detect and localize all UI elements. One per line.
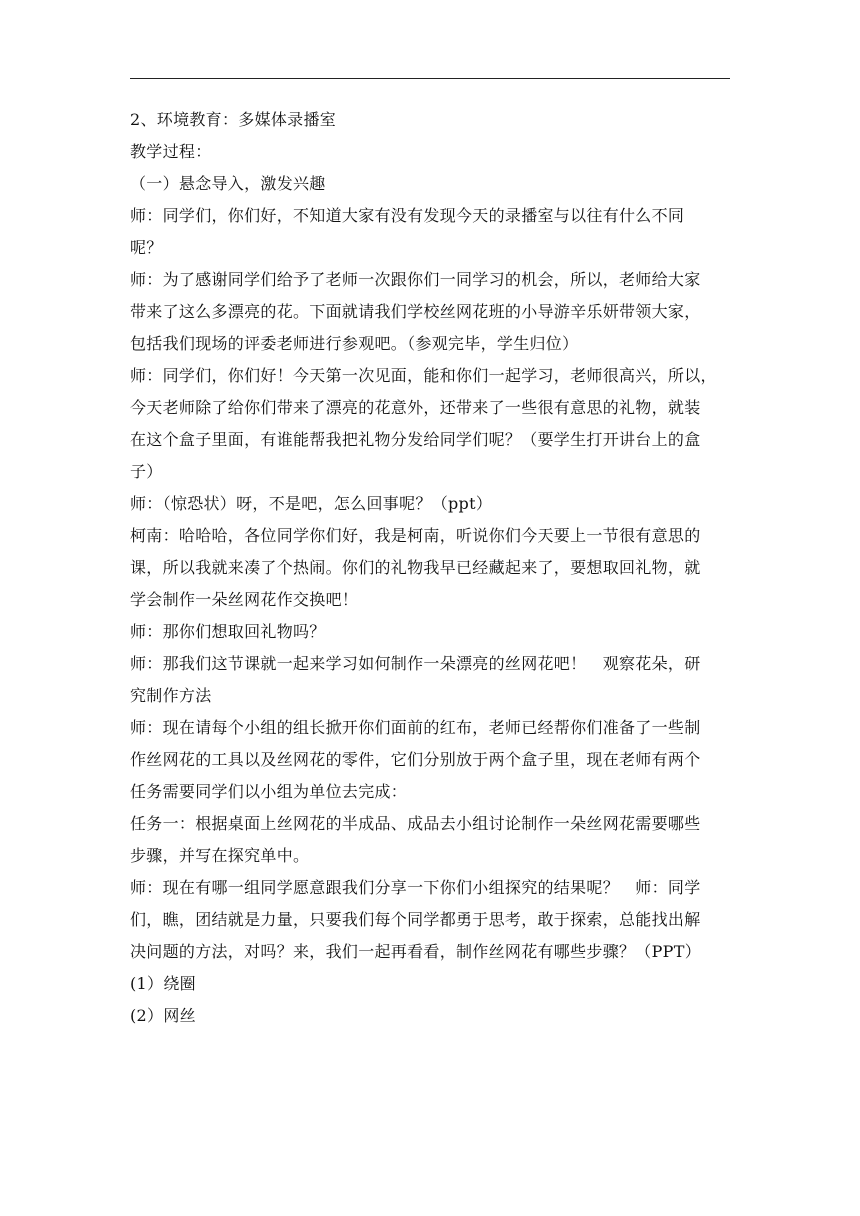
text-line: 师：同学们，你们好！今天第一次见面，能和你们一起学习，老师很高兴，所以， [130,366,717,385]
document-paragraph [130,200,730,264]
text-line: 师：现在请每个小组的组长掀开你们面前的红布，老师已经帮你们准备了一些制 [130,718,701,737]
text-line: 步骤，并写在探究单中。 [130,846,310,865]
text-line: 师：现在有哪一组同学愿意跟我们分享一下你们小组探究的结果呢？ 师：同学 [130,878,701,897]
document-paragraph [130,648,730,712]
text-line: 师：那我们这节课就一起来学习如何制作一朵漂亮的丝网花吧！ 观察花朵，研 [130,654,701,673]
text-line: 今天老师除了给你们带来了漂亮的花意外，还带来了一些很有意思的礼物，就装 [130,398,701,417]
text-line: 决问题的方法，对吗？来，我们一起再看看，制作丝网花有哪些步骤？（PPT） [130,942,702,961]
document-paragraph [130,264,730,360]
text-line: (2）网丝 [130,1006,196,1025]
document-paragraph [130,104,730,136]
document-paragraph [130,488,730,520]
document-paragraph [130,1000,730,1032]
text-line: 教学过程： [130,142,212,161]
text-line: 子） [130,462,163,481]
document-paragraph [130,616,730,648]
header-rule [130,78,730,79]
document-paragraph [130,136,730,168]
document-paragraph [130,872,730,968]
document-paragraph [130,968,730,1000]
document-paragraph [130,712,730,808]
document-paragraph [130,520,730,616]
document-paragraph [130,168,730,200]
text-line: 们，瞧，团结就是力量，只要我们每个同学都勇于思考，敢于探索，总能找出解 [130,910,701,929]
text-line: 柯南：哈哈哈，各位同学你们好，我是柯南，听说你们今天要上一节很有意思的 [130,526,701,545]
text-line: （一）悬念导入，激发兴趣 [130,174,326,193]
text-line: 带来了这么多漂亮的花。下面就请我们学校丝网花班的小导游辛乐妍带领大家， [130,302,701,321]
text-line: 在这个盒子里面，有谁能帮我把礼物分发给同学们呢？（要学生打开讲台上的盒 [130,430,701,449]
document-paragraph [130,808,730,872]
text-line: 包括我们现场的评委老师进行参观吧。（参观完毕，学生归位） [130,334,579,353]
text-line: 任务一：根据桌面上丝网花的半成品、成品去小组讨论制作一朵丝网花需要哪些 [130,814,701,833]
document-body [130,104,730,1032]
text-line: 师：（惊恐状）呀，不是吧，怎么回事呢？（ppt） [130,494,493,513]
text-line: 课，所以我就来凑了个热闹。你们的礼物我早已经藏起来了，要想取回礼物，就 [130,558,701,577]
document-paragraph [130,360,730,488]
text-line: 呢？ [130,238,163,257]
text-line: 师：那你们想取回礼物吗？ [130,622,326,641]
text-line: 作丝网花的工具以及丝网花的零件，它们分别放于两个盒子里，现在老师有两个 [130,750,701,769]
text-line: (1）绕圈 [130,974,196,993]
text-line: 师：为了感谢同学们给予了老师一次跟你们一同学习的机会，所以，老师给大家 [130,270,701,289]
text-line: 任务需要同学们以小组为单位去完成： [130,782,408,801]
text-line: 究制作方法 [130,686,212,705]
text-line: 学会制作一朵丝网花作交换吧！ [130,590,359,609]
text-line: 师：同学们，你们好，不知道大家有没有发现今天的录播室与以往有什么不同 [130,206,685,225]
text-line: 2、环境教育：多媒体录播室 [130,110,337,129]
